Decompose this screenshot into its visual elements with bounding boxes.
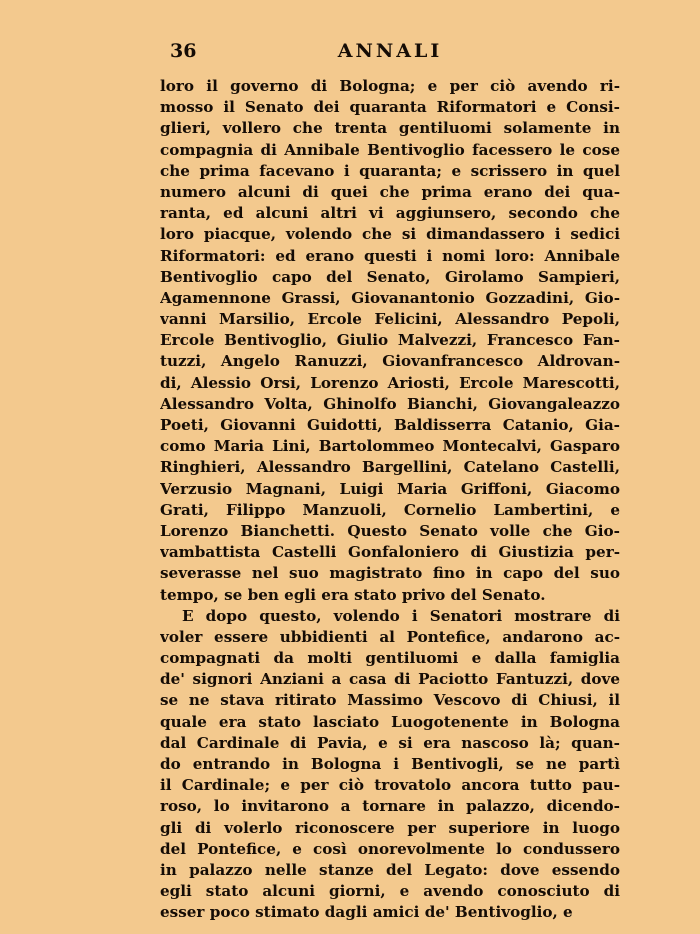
- page-header: [160, 38, 620, 68]
- text-line: Bentivoglio capo del Senato, Girolamo Sampieri,: [160, 267, 620, 286]
- text-line: tuzzi, Angelo Ranuzzi, Giovanfrancesco Aldrovan-: [160, 352, 620, 371]
- text-line: voler essere ubbidienti al Pontefice, andarono ac-: [160, 627, 620, 646]
- text-line: loro il governo di Bologna; e per ciò avendo ri-: [160, 77, 620, 95]
- paragraph: [160, 606, 620, 924]
- text-line: in palazzo nelle stanze del Legato: dove essendo: [160, 860, 620, 879]
- text-line: Lorenzo Bianchetti. Questo Senato volle che Gio-: [160, 521, 620, 540]
- text-line: vanni Marsilio, Ercole Felicini, Alessandro Pepoli,: [160, 310, 620, 329]
- text-line: quale era stato lasciato Luogotenente in Bologna: [160, 712, 620, 731]
- running-title: ANNALI: [337, 40, 443, 62]
- text-line: Poeti, Giovanni Guidotti, Baldisserra Catanio, Gia-: [160, 416, 620, 434]
- text-line: tempo, se ben egli era stato privo del Senato.: [160, 585, 546, 604]
- text-line: Agamennone Grassi, Giovanantonio Gozzadini, Gio-: [160, 288, 620, 307]
- text-line: como Maria Lini, Bartolommeo Montecalvi, Gasparo: [160, 437, 620, 456]
- text-line: Ringhieri, Alessandro Bargellini, Catelano Castelli,: [160, 458, 620, 477]
- text-line: che prima facevano i quaranta; e scrissero in quel: [160, 161, 620, 180]
- text-line: severasse nel suo magistrato fino in capo del suo: [160, 564, 620, 583]
- text-line: se ne stava ritirato Massimo Vescovo di Chiusi, il: [160, 691, 620, 710]
- paragraph: [160, 76, 620, 606]
- text-line: vambattista Castelli Gonfaloniero di Giustizia per-: [160, 543, 620, 562]
- text-line: Verzusio Magnani, Luigi Maria Griffoni, Giacomo: [160, 479, 620, 498]
- text-line: esser poco stimato dagli amici de' Bentivoglio, e: [160, 903, 573, 922]
- text-line: E dopo questo, volendo i Senatori mostrare di: [182, 606, 620, 625]
- text-line: Ercole Bentivoglio, Giulio Malvezzi, Francesco Fan-: [160, 331, 620, 350]
- text-line: dal Cardinale di Pavia, e si era nascoso là; quan-: [160, 733, 620, 752]
- text-line: Grati, Filippo Manzuoli, Cornelio Lambertini, e: [160, 500, 620, 519]
- text-line: glieri, vollero che trenta gentiluomi solamente in: [160, 119, 620, 138]
- text-line: Alessandro Volta, Ghinolfo Bianchi, Giovangaleazzo: [160, 394, 620, 413]
- page-number: 36: [170, 40, 197, 62]
- body-text: [160, 76, 620, 924]
- text-line: gli di volerlo riconoscere per superiore in luogo: [160, 818, 620, 837]
- text-line: loro piacque, volendo che si dimandassero i sedici: [160, 225, 620, 244]
- text-line: mosso il Senato dei quaranta Riformatori e Consi-: [160, 98, 620, 117]
- text-line: Riformatori: ed erano questi i nomi loro: Annibale: [160, 246, 620, 265]
- text-line: ranta, ed alcuni altri vi aggiunsero, secondo che: [160, 204, 620, 223]
- text-line: compagnia di Annibale Bentivoglio facessero le cose: [160, 140, 620, 159]
- text-line: compagnati da molti gentiluomi e dalla famiglia: [160, 649, 620, 668]
- text-line: del Pontefice, e così onorevolmente lo condussero: [160, 839, 620, 858]
- text-line: il Cardinale; e per ciò trovatolo ancora tutto pau-: [160, 776, 620, 795]
- text-line: de' signori Anziani a casa di Paciotto Fantuzzi, dove: [160, 670, 620, 689]
- text-line: di, Alessio Orsi, Lorenzo Ariosti, Ercole Marescotti,: [160, 373, 620, 392]
- text-line: roso, lo invitarono a tornare in palazzo, dicendo-: [160, 797, 620, 816]
- text-line: numero alcuni di quei che prima erano dei qua-: [160, 182, 620, 201]
- text-line: egli stato alcuni giorni, e avendo conosciuto di: [160, 882, 620, 901]
- text-line: do entrando in Bologna i Bentivogli, se ne partì: [160, 755, 620, 773]
